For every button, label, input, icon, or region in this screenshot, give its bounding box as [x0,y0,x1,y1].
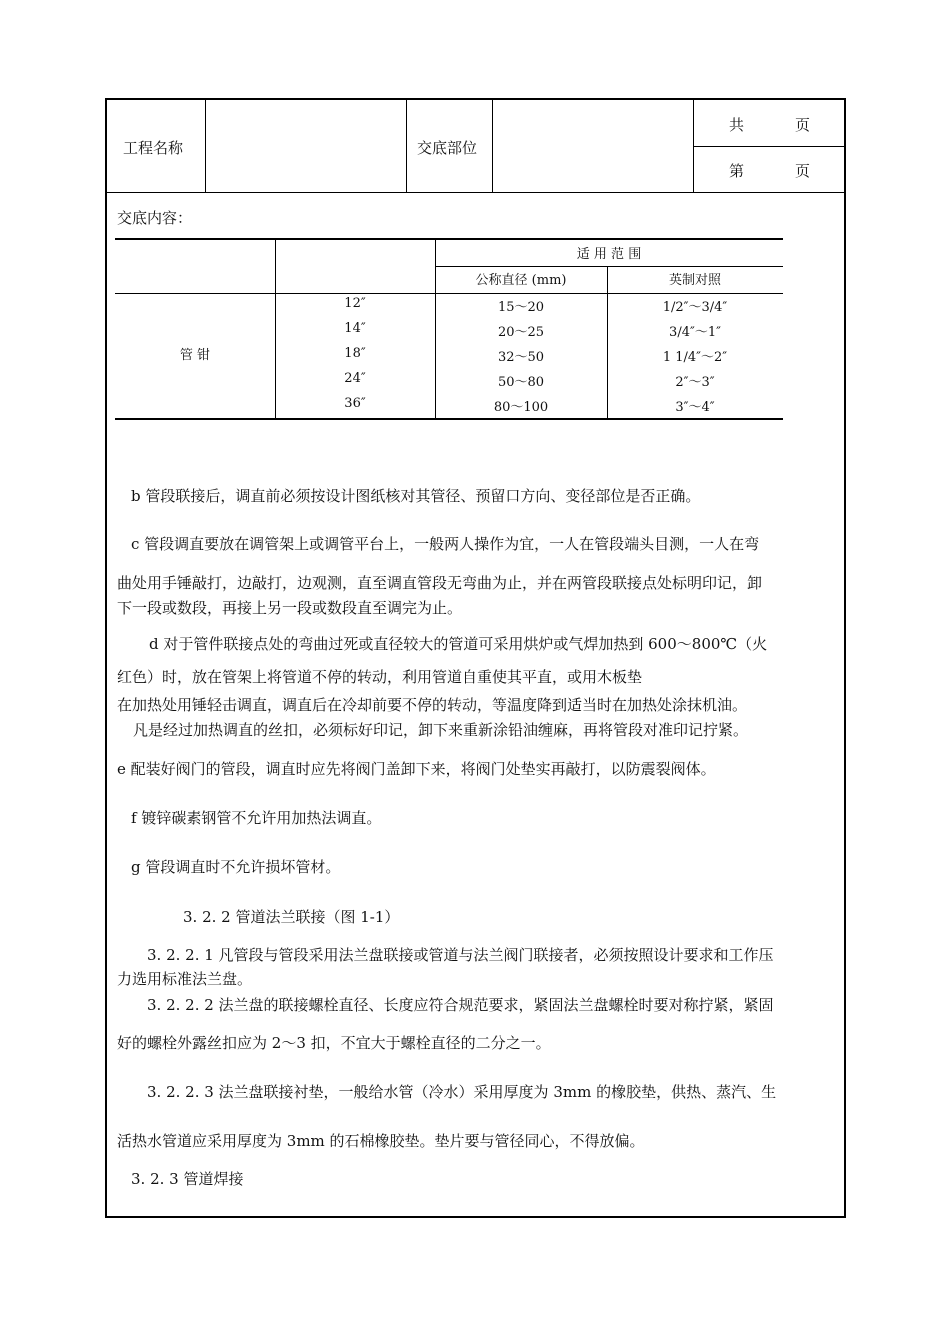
table-cell-nominal: 15～20 [497,300,545,315]
paragraph-d-3: 在加热处用锤轻击调直，调直后在冷却前要不停的转动，等温度降到适当时在加热处涂抹机油。 [117,696,748,714]
section-3-2-2-3-a: 3. 2. 2. 3 法兰盘联接衬垫，一般给水管（冷水）采用厚度为 3mm 的橡胶垫，供热、蒸汽、生 [147,1083,777,1101]
paragraph-f: f 镀锌碳素钢管不允许用加热法调直。 [131,809,382,827]
section-3-2-2-2-a: 3. 2. 2. 2 法兰盘的联接螺栓直径、长度应符合规范要求，紧固法兰盘螺栓时要对称拧紧，紧固 [147,996,774,1014]
table-cell-size: 14″ [344,321,366,336]
page-unit-2: 页 [795,162,811,180]
page-unit-1: 页 [795,116,811,134]
project-name-label: 工程名称 [123,139,184,157]
section-3-2-3: 3. 2. 3 管道焊接 [131,1170,244,1188]
header-row [107,100,844,193]
paragraph-c-1: c 管段调直要放在调管架上或调管平台上，一般两人操作为宜，一人在管段端头目测，一人在弯 [131,535,760,553]
table-cell-nominal: 50～80 [497,375,545,390]
paragraph-c-2: 曲处用手锤敲打，边敲打，边观测，直至调直管段无弯曲为止，并在两管段联接点处标明印记，卸 [117,574,763,592]
table-cell-nominal: 32～50 [497,350,545,365]
table-cell-nominal: 80～100 [493,400,549,415]
section-3-2-2: 3. 2. 2 管道法兰联接（图 1-1） [183,908,400,926]
col-nominal-header: 公称直径 (mm) [475,273,567,288]
table-cell-imperial: 1 1/4″～2″ [662,350,728,365]
paragraph-g: g 管段调直时不允许损坏管材。 [131,858,341,876]
paragraph-c-3: 下一段或数段，再接上另一段或数段直至调完为止。 [117,599,463,617]
paragraph-d-4: 凡是经过加热调直的丝扣，必须标好印记，卸下来重新涂铅油缠麻，再将管段对准印记拧紧。 [133,721,749,739]
col-imperial-header: 英制对照 [668,273,721,288]
table-cell-size: 36″ [344,396,366,411]
paragraph-d-1: d 对于管件联接点处的弯曲过死或直径较大的管道可采用烘炉或气焊加热到 600～800℃（火 [149,635,768,653]
location-label: 交底部位 [417,139,478,157]
section-3-2-2-2-b: 好的螺栓外露丝扣应为 2～3 扣，不宜大于螺栓直径的二分之一。 [117,1034,551,1052]
table-cell-size: 24″ [344,371,366,386]
range-header: 适 用 范 围 [576,247,642,262]
section-3-2-2-1-b: 力选用标准法兰盘。 [117,970,253,988]
content-label: 交底内容： [117,209,193,227]
section-3-2-2-1-a: 3. 2. 2. 1 凡管段与管段采用法兰盘联接或管道与法兰阀门联接者，必须按照设计要求和工作压 [147,946,774,964]
document-frame [105,98,846,1218]
section-3-2-2-3-b: 活热水管道应采用厚度为 3mm 的石棉橡胶垫。垫片要与管径同心，不得放偏。 [117,1132,645,1150]
table-cell-nominal: 20～25 [497,325,545,340]
table-cell-size: 18″ [344,346,366,361]
tool-name: 管 钳 [179,348,211,363]
table-cell-imperial: 3″～4″ [675,400,715,415]
table-cell-imperial: 2″～3″ [675,375,715,390]
total-pages-label: 共 [729,116,745,134]
page-no-label: 第 [729,162,745,180]
paragraph-b: b 管段联接后，调直前必须按设计图纸核对其管径、预留口方向、变径部位是否正确。 [131,487,701,505]
paragraph-d-2: 红色）时，放在管架上将管道不停的转动，利用管道自重使其平直，或用木板垫 [117,668,643,686]
paragraph-e: e 配装好阀门的管段，调直时应先将阀门盖卸下来，将阀门处垫实再敲打，以防震裂阀体。 [117,760,716,778]
table-cell-size: 12″ [344,296,366,311]
table-cell-imperial: 1/2″～3/4″ [662,300,728,315]
table-cell-imperial: 3/4″～1″ [669,325,721,340]
